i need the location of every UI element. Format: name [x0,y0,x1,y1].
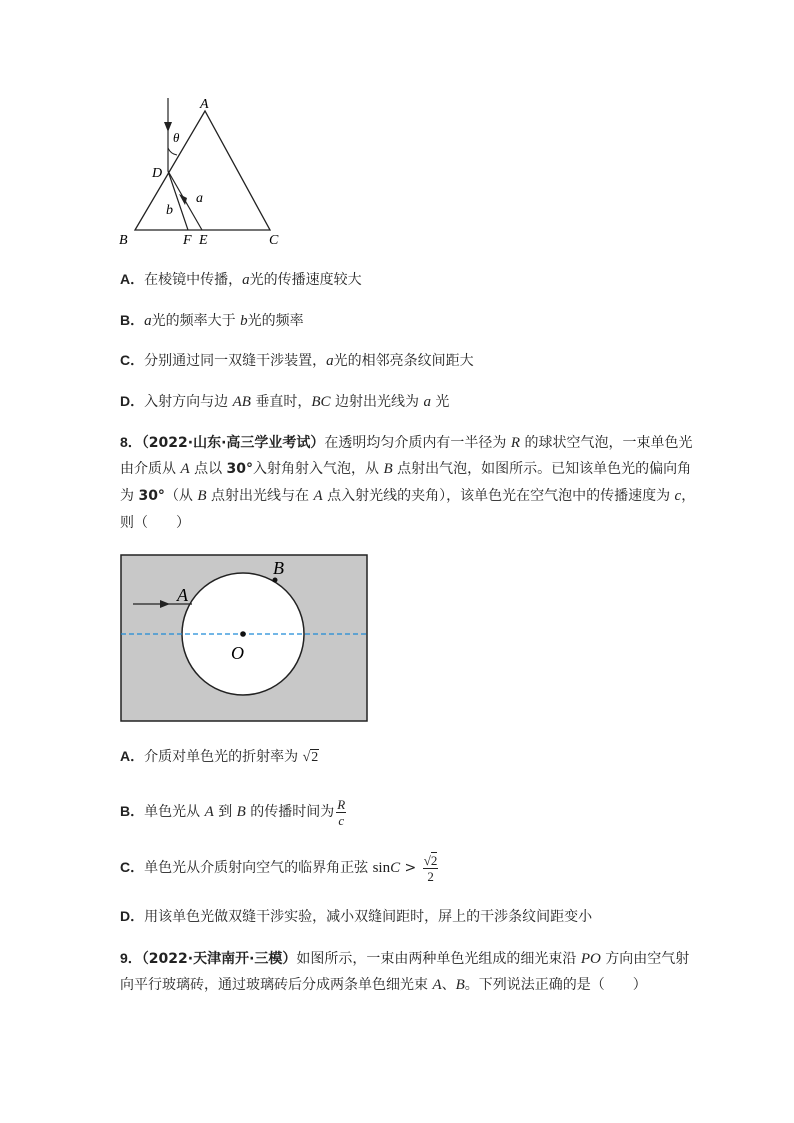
label-bubble-B: B [273,558,284,578]
incident-arrow [164,122,172,132]
q8-stem-line1: 8．（2022·山东·高三学业考试）在透明均匀介质内有一半径为 R 的球状空气泡，一束单色光 [120,434,693,451]
q9-stem-line2: 向平行玻璃砖，通过玻璃砖后分成两条单色细光束 A、B。下列说法正确的是（ ） [120,977,647,993]
label-C: C [269,233,279,248]
q7-option-a: A．在棱镜中传播，a光的传播速度较大 [120,271,362,288]
fraction-r-over-c: $\frac{R}{c}$ [337,796,346,828]
q7-option-b: B．a光的频率大于 b光的频率 [120,312,304,329]
label-B: B [119,233,128,248]
point-b-dot [273,578,278,583]
fraction-sqrt2-over-2: $\frac{√2}{2}$ [423,852,438,884]
sqrt-2: √2 [302,750,319,765]
q8-option-a: A．介质对单色光的折射率为 √2 [120,748,319,765]
label-E: E [199,233,208,248]
label-F: F [183,233,192,248]
q8-stem-line2: 由介质从 A 点以 30°入射角射入气泡，从 B 点射出气泡，如图所示。已知该单色光的偏向角 [120,461,692,477]
ray-arrow [179,194,187,205]
q8-option-c: C．单色光从介质射向空气的临界角正弦 sinC > $\frac{√2}{2}$ [120,852,438,884]
q8-option-d: D．用该单色光做双缝干涉实验，减小双缝间距时，屏上的干涉条纹间距变小 [120,908,593,925]
theta-arc [168,148,177,155]
q8-option-b: B．单色光从 A 到 B 的传播时间为 $\frac{R}{c}$ [120,796,346,828]
label-bubble-A: A [177,585,188,605]
center-dot [240,631,246,637]
label-bubble-O: O [231,643,244,663]
q8-stem-line3: 为 30°（从 B 点射出光线与在 A 点入射光线的夹角），该单色光在空气泡中的传播速度为 c， [120,488,696,504]
q7-option-c: C．分别通过同一双缝干涉装置，a光的相邻亮条纹间距大 [120,352,474,369]
label-A: A [200,97,209,112]
label-b: b [166,203,173,218]
q8-stem-line4: 则（ ） [120,515,190,531]
q9-stem-line1: 9．（2022·天津南开·三模）如图所示，一束由两种单色光组成的细光束沿 PO 方向由空气射 [120,950,690,967]
label-D: D [152,166,163,181]
label-a: a [196,191,203,206]
q7-option-d: D．入射方向与边 AB 垂直时，BC 边射出光线为 a 光 [120,393,450,410]
label-theta: θ [173,130,180,145]
bubble-figure [120,554,368,722]
prism-figure [112,92,292,252]
